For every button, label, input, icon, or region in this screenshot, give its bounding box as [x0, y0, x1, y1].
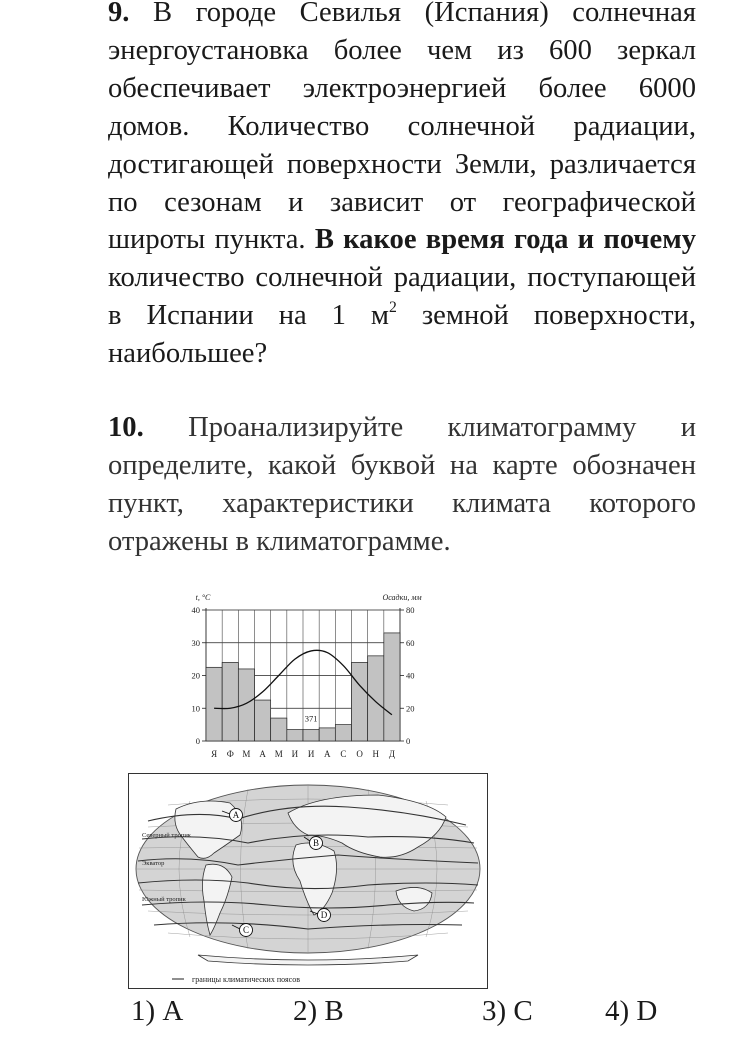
precipitation-bar: [255, 700, 271, 741]
right-axis-title: Осадки, мм: [382, 593, 422, 602]
question-9: [108, 0, 696, 373]
precipitation-bar: [287, 730, 303, 741]
right-tick-label: 80: [406, 605, 415, 615]
right-tick-label: 60: [406, 637, 415, 648]
precipitation-bar: [303, 730, 319, 741]
left-tick-label: 40: [191, 605, 200, 615]
south-tropic-label: Южный тропик: [142, 896, 186, 903]
marker-c-label: C: [242, 925, 250, 936]
question-9-number: 9.: [108, 0, 130, 28]
precipitation-bar: [335, 725, 351, 741]
month-label: Н: [372, 749, 379, 759]
answer-option-4[interactable]: 4) D: [605, 995, 658, 1027]
left-axis-title: t, °C: [195, 593, 211, 602]
question-10-text: Проанализируйте климатограмму и определите, какой буквой на карте обозначен пункт, характеристики климата которого отражены в климатограмме.: [108, 412, 696, 557]
answer-option-2[interactable]: 2) В: [293, 995, 344, 1027]
question-9-intro: В городе Севилья (Испания) солнечная энергоустановка более чем из 600 зеркал обеспечивает электроэнергией более 6000 домов. Количество солнечной радиации, достигающей поверхности Земли, различается по сезонам и зависит от географической широты пункта.: [108, 0, 696, 256]
left-tick-label: 30: [191, 637, 200, 648]
equator-label: Экватор: [142, 860, 165, 867]
right-tick-label: 40: [406, 670, 415, 681]
month-label: А: [324, 749, 331, 759]
marker-d-label: D: [320, 910, 328, 921]
question-9-rest: количество солнечной радиации, поступающей в Испании на 1 м: [108, 262, 696, 332]
question-9-end: земной поверхности, наибольшее?: [108, 300, 696, 370]
month-label: Я: [211, 749, 218, 759]
question-10-number: 10.: [108, 412, 144, 443]
precipitation-bar: [238, 669, 254, 741]
superscript-two: 2: [389, 299, 397, 317]
marker-b-label: B: [312, 838, 320, 849]
month-label: С: [340, 749, 347, 759]
answer-option-1[interactable]: 1) А: [131, 995, 184, 1027]
north-tropic-label: Северный тропик: [142, 832, 191, 839]
left-tick-label: 20: [191, 670, 200, 681]
answer-options: [0, 995, 750, 1035]
precipitation-bar: [206, 667, 222, 741]
marker-a-label: A: [232, 810, 240, 821]
answer-option-3[interactable]: 3) С: [482, 995, 533, 1027]
month-label: О: [356, 749, 363, 759]
precipitation-bar: [271, 718, 287, 741]
precipitation-bar: [384, 633, 400, 741]
right-tick-label: 0: [406, 736, 411, 746]
month-label: Ф: [226, 749, 234, 759]
precipitation-bar: [368, 656, 384, 741]
left-tick-label: 0: [195, 736, 200, 746]
month-label: М: [242, 749, 251, 759]
month-label: М: [274, 749, 283, 759]
left-tick-label: 10: [191, 703, 200, 714]
annual-precipitation-label: 371: [304, 713, 318, 724]
precipitation-bar: [222, 662, 238, 741]
precipitation-bar: [319, 728, 335, 741]
month-label: Д: [388, 749, 395, 759]
question-9-bold-question: В какое время года и почему: [314, 224, 697, 256]
precipitation-bar: [352, 662, 368, 741]
month-label: И: [291, 749, 299, 759]
question-10: [108, 409, 696, 561]
map-legend-label: границы климатических поясов: [192, 975, 300, 984]
climatogram-chart: [160, 588, 430, 768]
world-climate-map: [128, 773, 488, 989]
month-label: А: [259, 749, 266, 759]
month-label: И: [307, 749, 315, 759]
right-tick-label: 20: [406, 703, 415, 714]
